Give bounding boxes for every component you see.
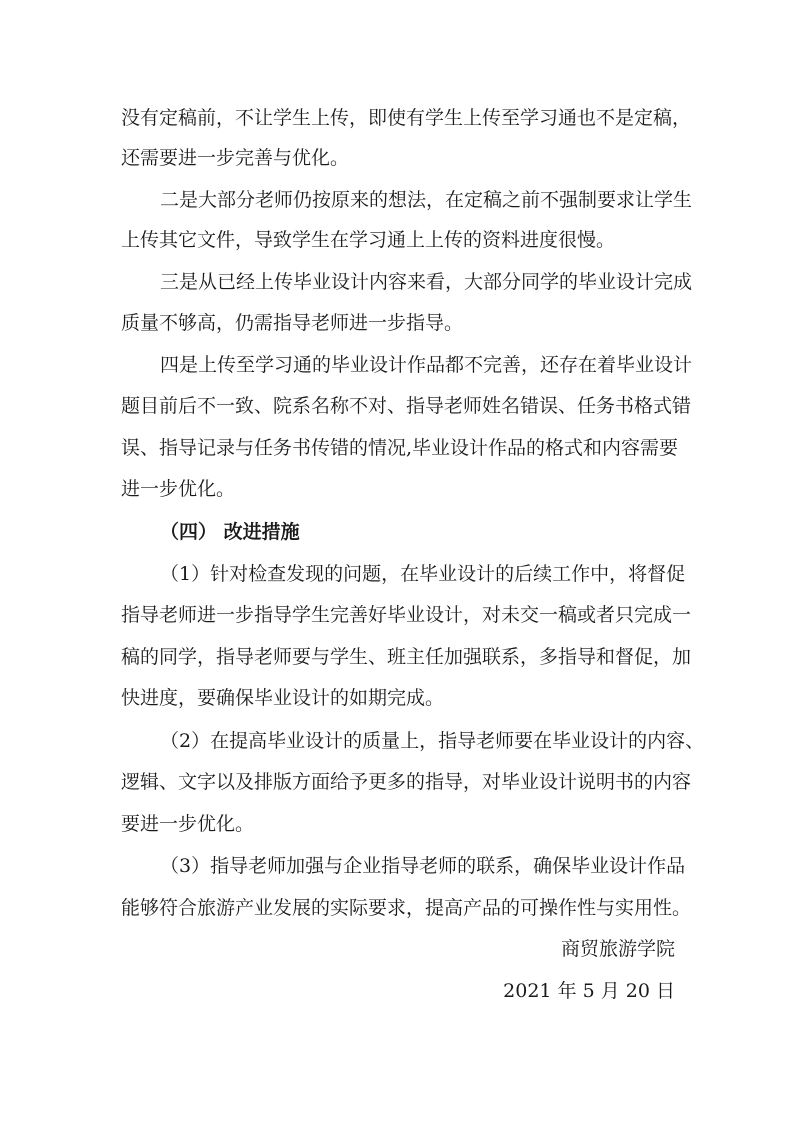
paragraph-line: （3）指导老师加强与企业指导老师的联系，确保毕业设计作品 (160, 855, 686, 877)
paragraph-line: （1）针对检查发现的问题，在毕业设计的后续工作中，将督促 (160, 563, 686, 585)
signature-organization: 商贸旅游学院 (560, 938, 675, 960)
paragraph-line: 稿的同学，指导老师要与学生、班主任加强联系，多指导和督促，加 (121, 646, 692, 668)
paragraph-line: 指导老师进一步指导学生完善好毕业设计，对未交一稿或者只完成一 (121, 604, 692, 626)
paragraph-line: 逻辑、文字以及排版方面给予更多的指导，对毕业设计说明书的内容 (121, 771, 692, 793)
paragraph-line: 上传其它文件，导致学生在学习通上上传的资料进度很慢。 (121, 229, 616, 251)
paragraph-line: 误、指导记录与任务书传错的情况,毕业设计作品的格式和内容需要 (121, 437, 679, 459)
section-heading: （四） 改进措施 (160, 521, 300, 543)
paragraph-line: 没有定稿前，不让学生上传，即使有学生上传至学习通也不是定稿， (121, 107, 692, 129)
paragraph-line: 四是上传至学习通的毕业设计作品都不完善，还存在着毕业设计 (160, 354, 693, 376)
paragraph-line: 二是大部分老师仍按原来的想法，在定稿之前不强制要求让学生 (160, 189, 693, 211)
signature-date: 2021 年 5 月 20 日 (503, 980, 675, 1002)
paragraph-line: 能够符合旅游产业发展的实际要求，提高产品的可操作性与实用性。 (121, 897, 692, 919)
paragraph-line: 三是从已经上传毕业设计内容来看，大部分同学的毕业设计完成 (160, 271, 693, 293)
paragraph-line: 质量不够高，仍需指导老师进一步指导。 (121, 312, 464, 334)
paragraph-line: 快进度，要确保毕业设计的如期完成。 (121, 687, 445, 709)
paragraph-line: （2）在提高毕业设计的质量上，指导老师要在毕业设计的内容、 (160, 730, 705, 752)
paragraph-line: 要进一步优化。 (121, 813, 255, 835)
paragraph-line: 还需要进一步完善与优化。 (121, 147, 350, 169)
paragraph-line: 进一步优化。 (121, 478, 236, 500)
paragraph-line: 题目前后不一致、院系名称不对、指导老师姓名错误、任务书格式错 (121, 395, 692, 417)
